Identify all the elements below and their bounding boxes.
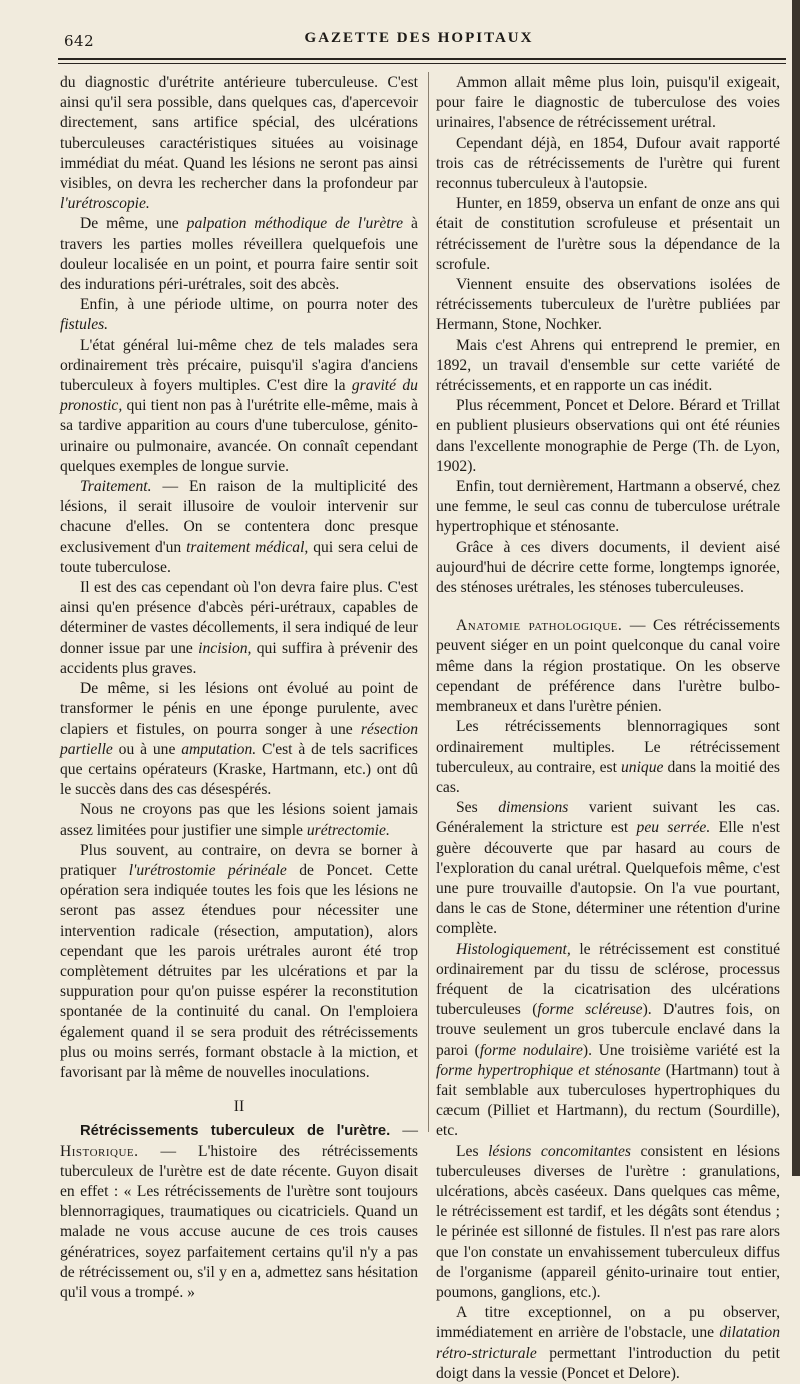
text: — En raison de la multiplicité des lésions, il serait illusoire de vouloir intervenir sur chacune d'elles. On se contentera donc presque exclusivement d'un [60, 478, 418, 556]
text: Les [456, 1142, 489, 1160]
emphasis: lésions concomitantes [488, 1142, 631, 1160]
paragraph [60, 73, 418, 214]
page-header [58, 28, 780, 50]
text: ). D'autres fois, on trouve seulement un gros tubercule enclavé dans la paroi ( [436, 1001, 780, 1059]
text: — L'histoire des rétrécissements tuberculeux de l'urètre est de date récente. Guyon disait en effet : « Les rétrécissements de l'urètre sont toujours blennorragiques, traumatiques ou cicatriciels. Quand un malade ne vous accuse aucune de ces trois causes génératrices, soyez parfaitement certains qu'il n'y a pas de rétrécissement ou, s'il y en a, admettez sans hésitation qu'il vous a trompé. » [60, 1142, 418, 1301]
page-edge [792, 0, 800, 1176]
paragraph [60, 800, 418, 840]
emphasis: dilatation rétro-stricturale [436, 1324, 780, 1362]
paragraph: Hunter, en 1859, observa un enfant de onze ans qui était de constitution scrofuleuse et présentait un rétrécissement de l'urètre sous la dépendance de la scrofule. [436, 195, 780, 273]
emphasis: forme scléreuse [537, 1001, 643, 1019]
paragraph [60, 214, 418, 295]
text: De même, une [80, 215, 187, 233]
text: Il est des cas cependant où l'on devra faire plus. C'est ainsi qu'en présence d'abcès péri-urétraux, capables de déterminer de vastes décollements, il sera indiqué de leur donner issue par une [60, 579, 418, 657]
paragraph: Ammon allait même plus loin, puisqu'il exigeait, pour faire le diagnostic de tuberculose des voies urinaires, l'absence de rétrécissement urétral. [436, 74, 780, 132]
text: (Hartmann) tout à fait semblable aux tuberculoses hypertrophiques du cæcum (Pilliet et Hartmann), du rectum (Sourdille), etc. [436, 1061, 780, 1140]
page-number: 642 [64, 32, 95, 50]
text: ou à une [112, 740, 182, 758]
emphasis: l'urétroscopie. [60, 195, 150, 213]
emphasis: amputation. [181, 740, 257, 758]
paragraph [436, 798, 780, 939]
text: qui suffira à prévenir des accidents plus graves. [60, 639, 418, 677]
emphasis: gravité du pronostic, [60, 377, 418, 415]
header-rule [58, 58, 786, 64]
emphasis: urétrectomie. [306, 821, 390, 839]
paragraph [60, 679, 418, 800]
paragraph: Enfin, tout dernièrement, Hartmann a observé, chez une femme, le seul cas connu de tuberculose urétrale hypertrophique et sténosante. [436, 478, 780, 536]
emphasis: traitement médical, [186, 538, 309, 556]
text: de Poncet. Cette opération sera indiquée toutes les fois que les lésions ne seront pas assez étendues pour nécessiter une intervention radicale (résection, amputation), alors cependant que les parois urétrales auront été trop complètement détruites par les ulcérations et par la suppuration pour qu'on puisse espérer la reconstitution spontanée de la continuité du canal. On l'emploiera également quand il se sera produit des rétrécissements plus ou moins serrés, formant obstacle à la miction, et favorisant par là même de nouvelles inoculations. [60, 861, 418, 1081]
emphasis: palpation méthodique de l'urètre [186, 215, 404, 233]
emphasis: fistules. [60, 316, 109, 334]
emphasis: l'urétrostomie périnéale [128, 861, 287, 879]
paragraph [436, 940, 780, 1142]
running-title: GAZETTE DES HOPITAUX [304, 30, 534, 46]
paragraph [60, 841, 418, 1083]
text: dans la moitié des cas. [436, 758, 780, 796]
section-title: Rétrécissements tuberculeux de l'urètre. [80, 1123, 391, 1140]
text: — Ces rétrécissements peuvent siéger en un point quelconque du canal voire même dans la région prostatique. On les observe cependant de préférence dans l'urètre bulbo-membraneux et dans l'urètre pénien. [436, 617, 780, 716]
right-column [436, 73, 780, 1384]
emphasis: incision, [198, 639, 252, 657]
text: A titre exceptionnel, on a pu observer, immédiatement en arrière de l'obstacle, une [436, 1304, 780, 1342]
paragraph [436, 1303, 780, 1384]
section-number: II [233, 1098, 245, 1116]
paragraph [60, 578, 418, 679]
subsection-title: Anatomie pathologique. [456, 617, 623, 635]
text: du diagnostic d'urétrite antérieure tuberculeuse. C'est ainsi qu'il sera possible, dans quelques cas, d'apercevoir directement, sans artifice spécial, des ulcérations tuberculeuses caractéristiques situées au voisinage immédiat du méat. Quand les lésions ne seront pas ainsi visibles, on devra les rechercher dans la profondeur par [60, 74, 418, 193]
paragraph: Mais c'est Ahrens qui entreprend le premier, en 1892, un travail d'ensemble sur cette variété de rétrécissements, et en rapporte un cas inédit. [436, 336, 780, 395]
text: Elle n'est guère découverte que par hasard au cours de l'exploration du canal urétral. Quelquefois même, c'est une pure trouvaille d'autopsie. On l'a vue pourtant, dans le cas de Stone, déterminer une rétention d'urine complète. [436, 819, 780, 938]
text: varient suivant les cas. Généralement la stricture est [436, 799, 780, 837]
emphasis: forme hypertrophique et sténosante [436, 1061, 661, 1079]
text: ). Une troisième variété est la [582, 1041, 780, 1059]
paragraph [60, 477, 418, 578]
emphasis: peu serrée. [636, 819, 711, 837]
text: De même, si les lésions ont évolué au point de transformer le pénis en une éponge purulente, avec clapiers et fistules, on pourra songer à une [60, 680, 418, 738]
emphasis: résection partielle [60, 720, 418, 758]
paragraph [436, 1142, 780, 1304]
left-column [60, 73, 418, 1303]
subsection-title: Historique. [60, 1142, 139, 1160]
text: Nous ne croyons pas que les lésions soient jamais assez limitées pour justifier une simple [60, 801, 418, 839]
text: permettant l'introduction du petit doigt dans la vessie (Poncet et Delore). [436, 1344, 780, 1382]
text: Enfin, à une période ultime, on pourra noter des [80, 296, 418, 314]
text: C'est à de tels sacrifices que certains opérateurs (Kraske, Hartmann, etc.) ont dû le succès dans des cas désespérés. [60, 740, 419, 799]
paragraph [60, 295, 418, 335]
text: à travers les parties molles réveillera quelquefois une douleur localisée en un point, et pourra faire sentir soit des indurations péri-urétrales, soit des abcès. [60, 215, 418, 294]
paragraph [436, 616, 780, 717]
paragraph [436, 717, 780, 798]
section-paragraph [60, 1121, 418, 1303]
text: Les rétrécissements blennorragiques sont ordinairement multiples. Le rétrécissement tuberculeux, au contraire, est [436, 718, 780, 776]
text: consistent en lésions tuberculeuses diverses de l'urètre : granulations, ulcérations, abcès caséeux. Dans quelques cas même, le rétrécissement est tardif, et les dégâts sont étendus ; le périnée est sillonné de fistules. Il n'est pas rare alors que l'on constate un envahissement tuberculeux diffus de l'organisme (appareil génito-urinaire tout entier, poumons, ganglions, etc.). [436, 1142, 781, 1301]
emphasis: Histologiquement, [456, 940, 571, 958]
paragraph: Viennent ensuite des observations isolées de rétrécissements tuberculeux de l'urètre publiées par Hermann, Stone, Nochker. [436, 276, 780, 334]
paragraph [60, 336, 418, 477]
paragraph: Cependant déjà, en 1854, Dufour avait rapporté trois cas de rétrécissements de l'urètre qui furent reconnus tuberculeux à l'autopsie. [436, 134, 780, 193]
text: Ses [456, 799, 499, 817]
text: qui sera celui de toute tuberculose. [60, 538, 418, 576]
text: Plus souvent, au contraire, on devra se borner à pratiquer [60, 841, 418, 879]
emphasis: Traitement. [80, 478, 152, 496]
emphasis: dimensions [498, 799, 569, 817]
text: le rétrécissement est constitué ordinairement par du tissu de sclérose, processus fréquent de la cicatrisation des ulcérations tuberculeuses ( [436, 940, 780, 1019]
emphasis: forme nodulaire [479, 1041, 583, 1059]
paragraph: Plus récemment, Poncet et Delore. Bérard et Trillat en publient plusieurs observations qui ont été réunies dans l'excellente monographie de Perge (Th. de Lyon, 1902). [436, 397, 780, 475]
paragraph: Grâce à ces divers documents, il devient aisé aujourd'hui de décrire cette forme, longtemps ignorée, des sténoses urétrales, les sténoses tuberculeuses. [436, 538, 780, 597]
column-divider [428, 72, 429, 1132]
spacer [436, 598, 780, 616]
text: qui tient non pas à l'urétrite elle-même, mais à sa tardive apparition au cours d'une tuberculose, génito-urinaire ou pulmonaire, avancée. On connaît cependant quelques exemples de longue survie. [60, 397, 418, 475]
emphasis: unique [620, 758, 664, 776]
text: L'état général lui-même chez de tels malades sera ordinairement très précaire, puisqu'il s'agira d'anciens tuberculeux à foyers multiples. C'est dire la [60, 336, 418, 395]
text: — [390, 1122, 418, 1140]
